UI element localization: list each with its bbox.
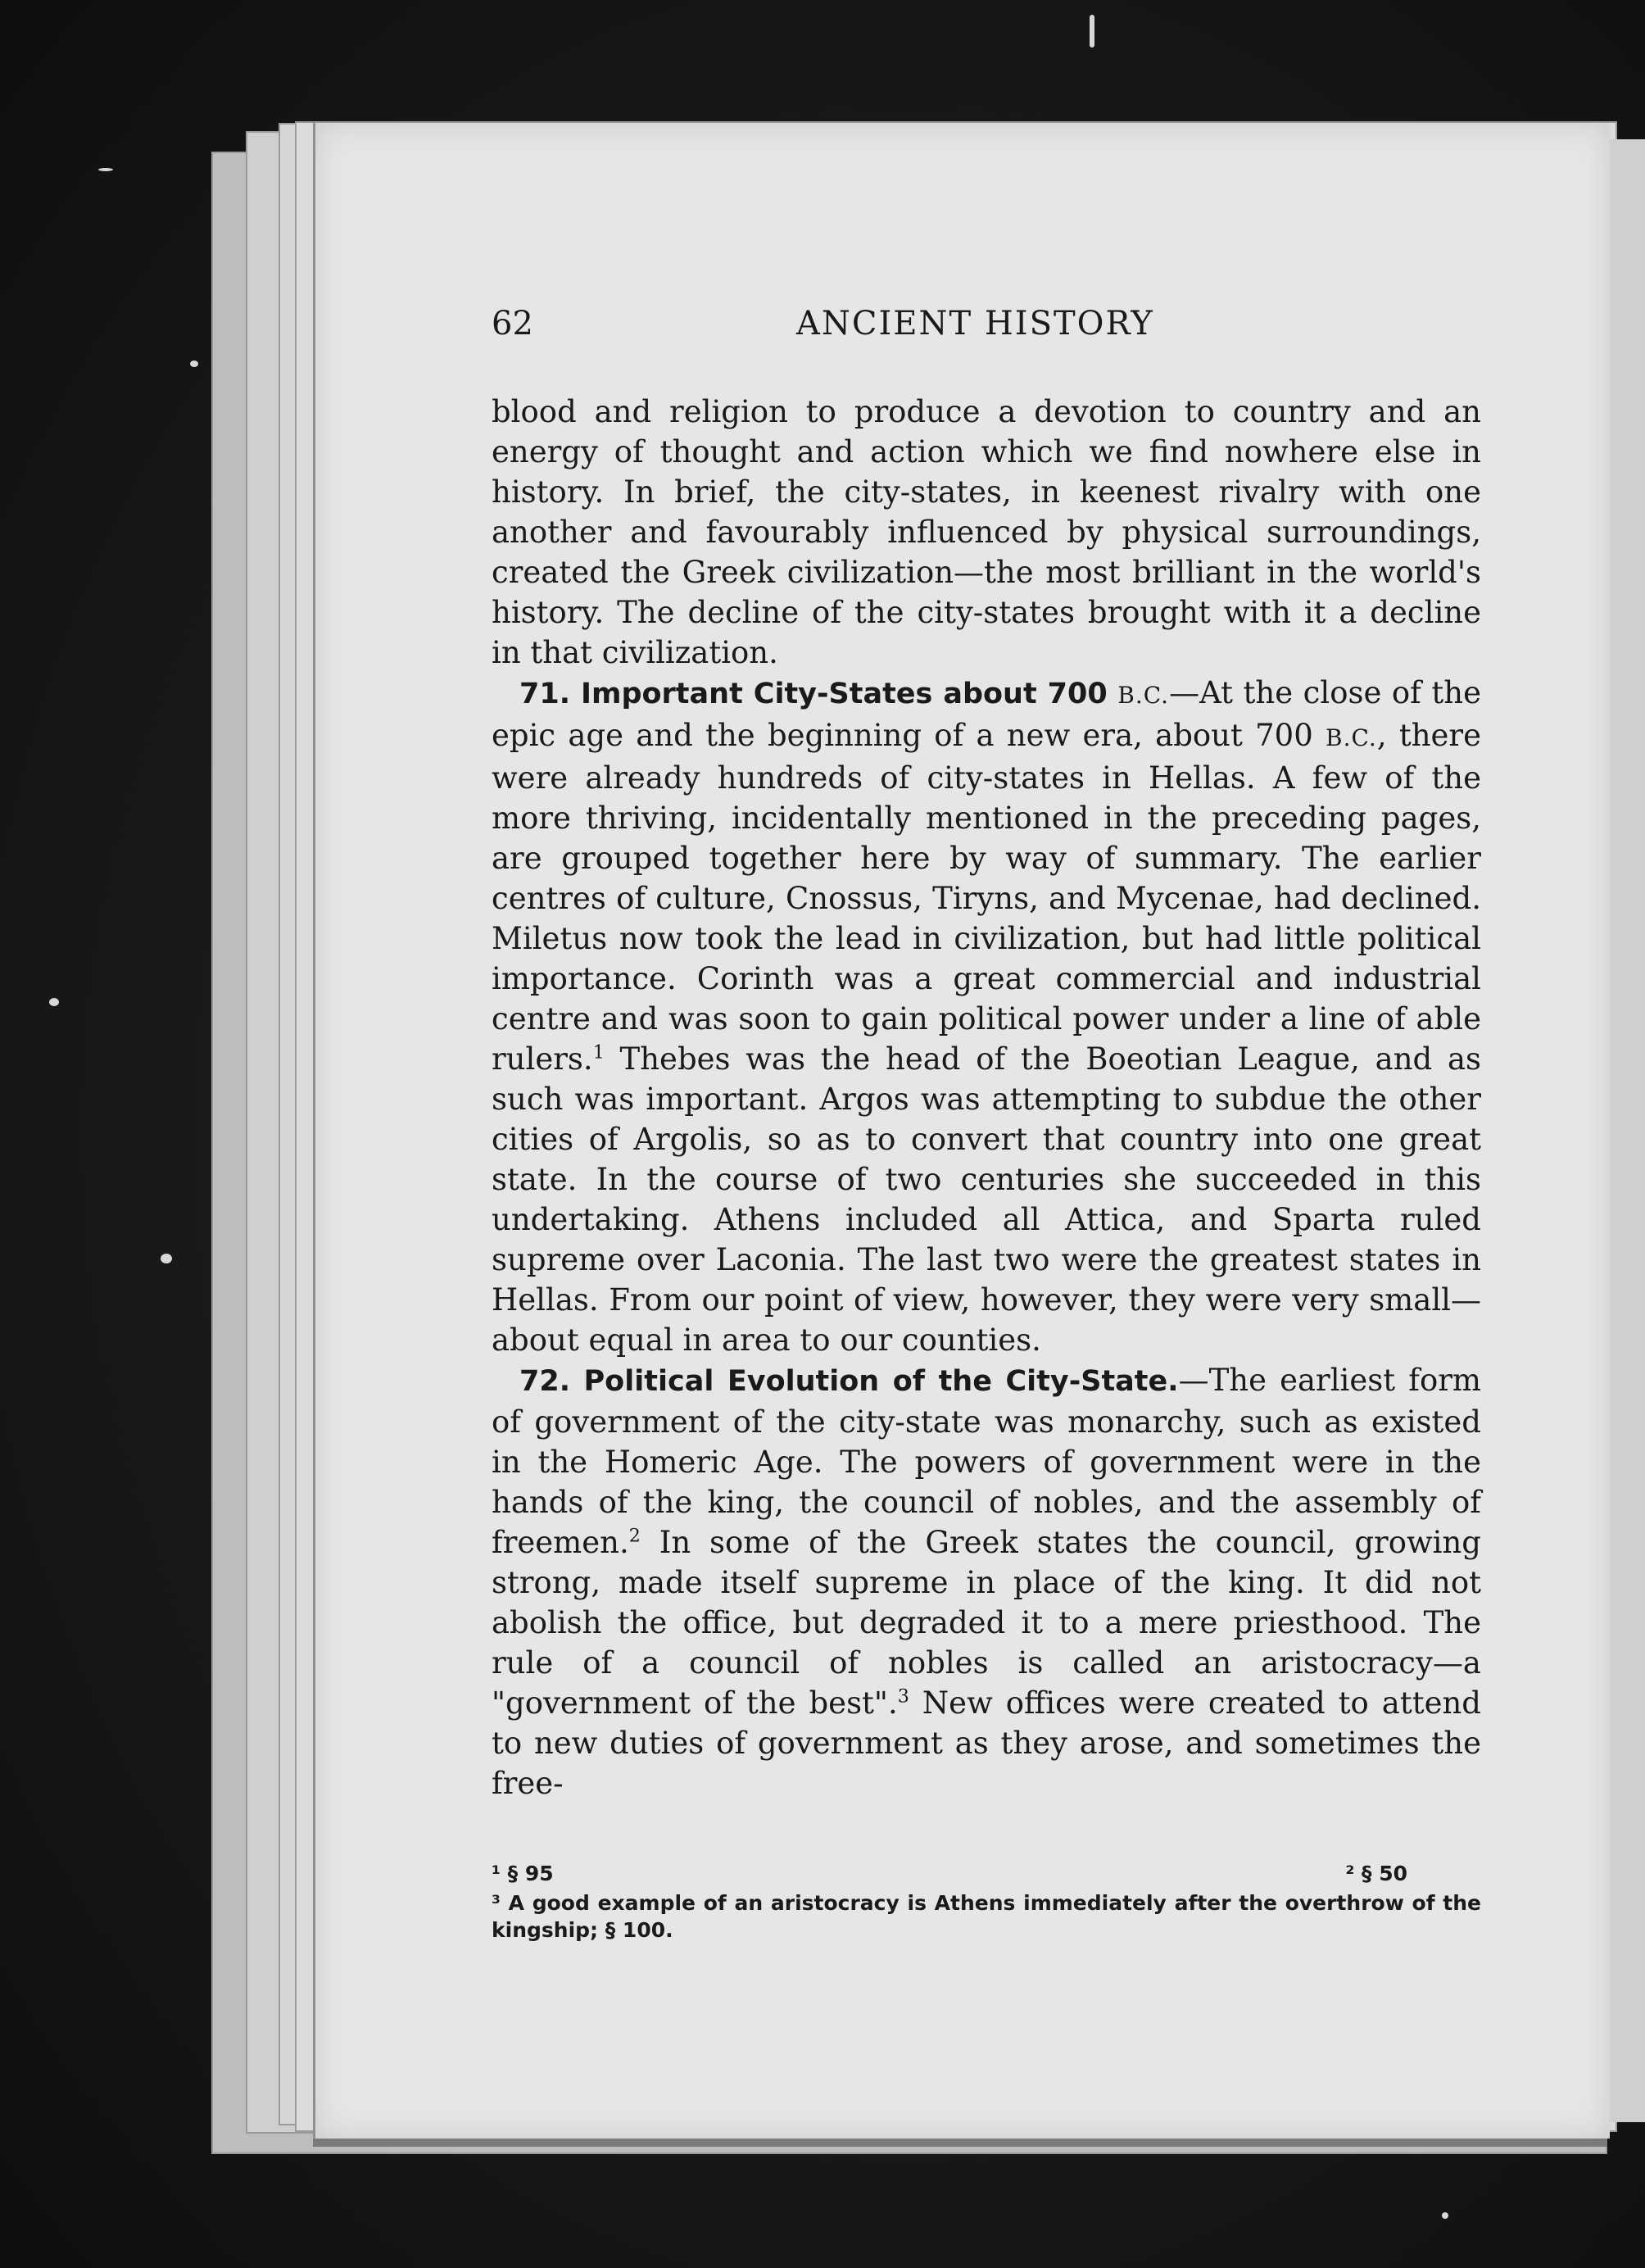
section-72 bbox=[492, 1360, 1481, 1803]
dust-speck bbox=[98, 168, 113, 171]
section-71-text: , there were already hundreds of city-states in Hellas. A few of the more thriving, incidentally mentioned in the preceding pages, are grouped together here by way of summary. The earlier centres of culture, Cnossus, Tiryns, and Mycenae, had declined. Miletus now took the lead in civilization, but had little political importance. Corinth was a great commercial and industrial centre and was soon to gain political power under a line of able rulers. bbox=[492, 718, 1482, 1077]
dust-speck bbox=[1442, 2212, 1448, 2219]
facing-page-edge bbox=[1604, 139, 1645, 2122]
footnote-3: ³ A good example of an aristocracy is Athens immediately after the overthrow of the kingship; § 100. bbox=[492, 1891, 1481, 1942]
section-71-text: Thebes was the head of the Boeotian League, and as such was important. Argos was attempting to subdue the other cities of Argolis, so as to convert that country into one great state. In the course of two centuries she succeeded in this undertaking. Athens included all Attica, and Sparta ruled supreme over Laconia. The last two were the greatest states in Hellas. From our point of view, however, they were very small—about equal in area to our counties. bbox=[492, 1041, 1481, 1358]
dust-speck bbox=[190, 361, 198, 367]
footnote-marker: 2 bbox=[628, 1525, 641, 1547]
page-number: 62 bbox=[492, 305, 533, 342]
footnotes bbox=[492, 1860, 1481, 1944]
section-71-heading: 71. Important City-States about 700 bbox=[519, 678, 1108, 710]
page-bottom-edge bbox=[313, 2139, 1607, 2147]
dust-speck bbox=[49, 998, 59, 1006]
body-text bbox=[492, 392, 1481, 1803]
dust-speck bbox=[1090, 15, 1094, 48]
page-header bbox=[492, 305, 1475, 354]
footnote-1: ¹ § 95 bbox=[492, 1862, 554, 1885]
era-label: B.C. bbox=[1326, 724, 1377, 751]
running-title: ANCIENT HISTORY bbox=[796, 305, 1154, 342]
section-72-text: —The earliest form of government of the city-state was monarchy, such as existed in the Homeric Age. The powers of government were in the hands of the king, the council of nobles, and the assembly of freemen. bbox=[492, 1363, 1481, 1560]
section-71-text: —At the close of the epic age and the beginning of a new era, about 700 bbox=[492, 675, 1481, 753]
section-72-text: New offices were created to attend to new duties of government as they arose, and sometimes the free- bbox=[492, 1685, 1481, 1801]
footnote-2: ² § 50 bbox=[1345, 1862, 1407, 1885]
footnote-marker: 1 bbox=[592, 1041, 605, 1064]
section-72-heading: 72. Political Evolution of the City-State. bbox=[519, 1365, 1179, 1398]
section-72-text: In some of the Greek states the council, growing strong, made itself supreme in place of the king. It did not abolish the office, but degraded it to a mere priesthood. The rule of a council of nobles is called an aristocracy—a "government of the best". bbox=[492, 1525, 1481, 1721]
footnote-row bbox=[492, 1860, 1481, 1889]
section-71 bbox=[492, 673, 1481, 1360]
paragraph-continuation: blood and religion to produce a devotion to country and an energy of thought and action which we find nowhere else in history. In brief, the city-states, in keenest rivalry with one another and favourably influenced by physical surroundings, created the Greek civilization—the most brilliant in the world's history. The decline of the city-states brought with it a decline in that civilization. bbox=[492, 394, 1481, 670]
footnote-marker: 3 bbox=[897, 1685, 909, 1708]
dust-speck bbox=[161, 1254, 172, 1263]
era-label: B.C. bbox=[1117, 682, 1170, 709]
